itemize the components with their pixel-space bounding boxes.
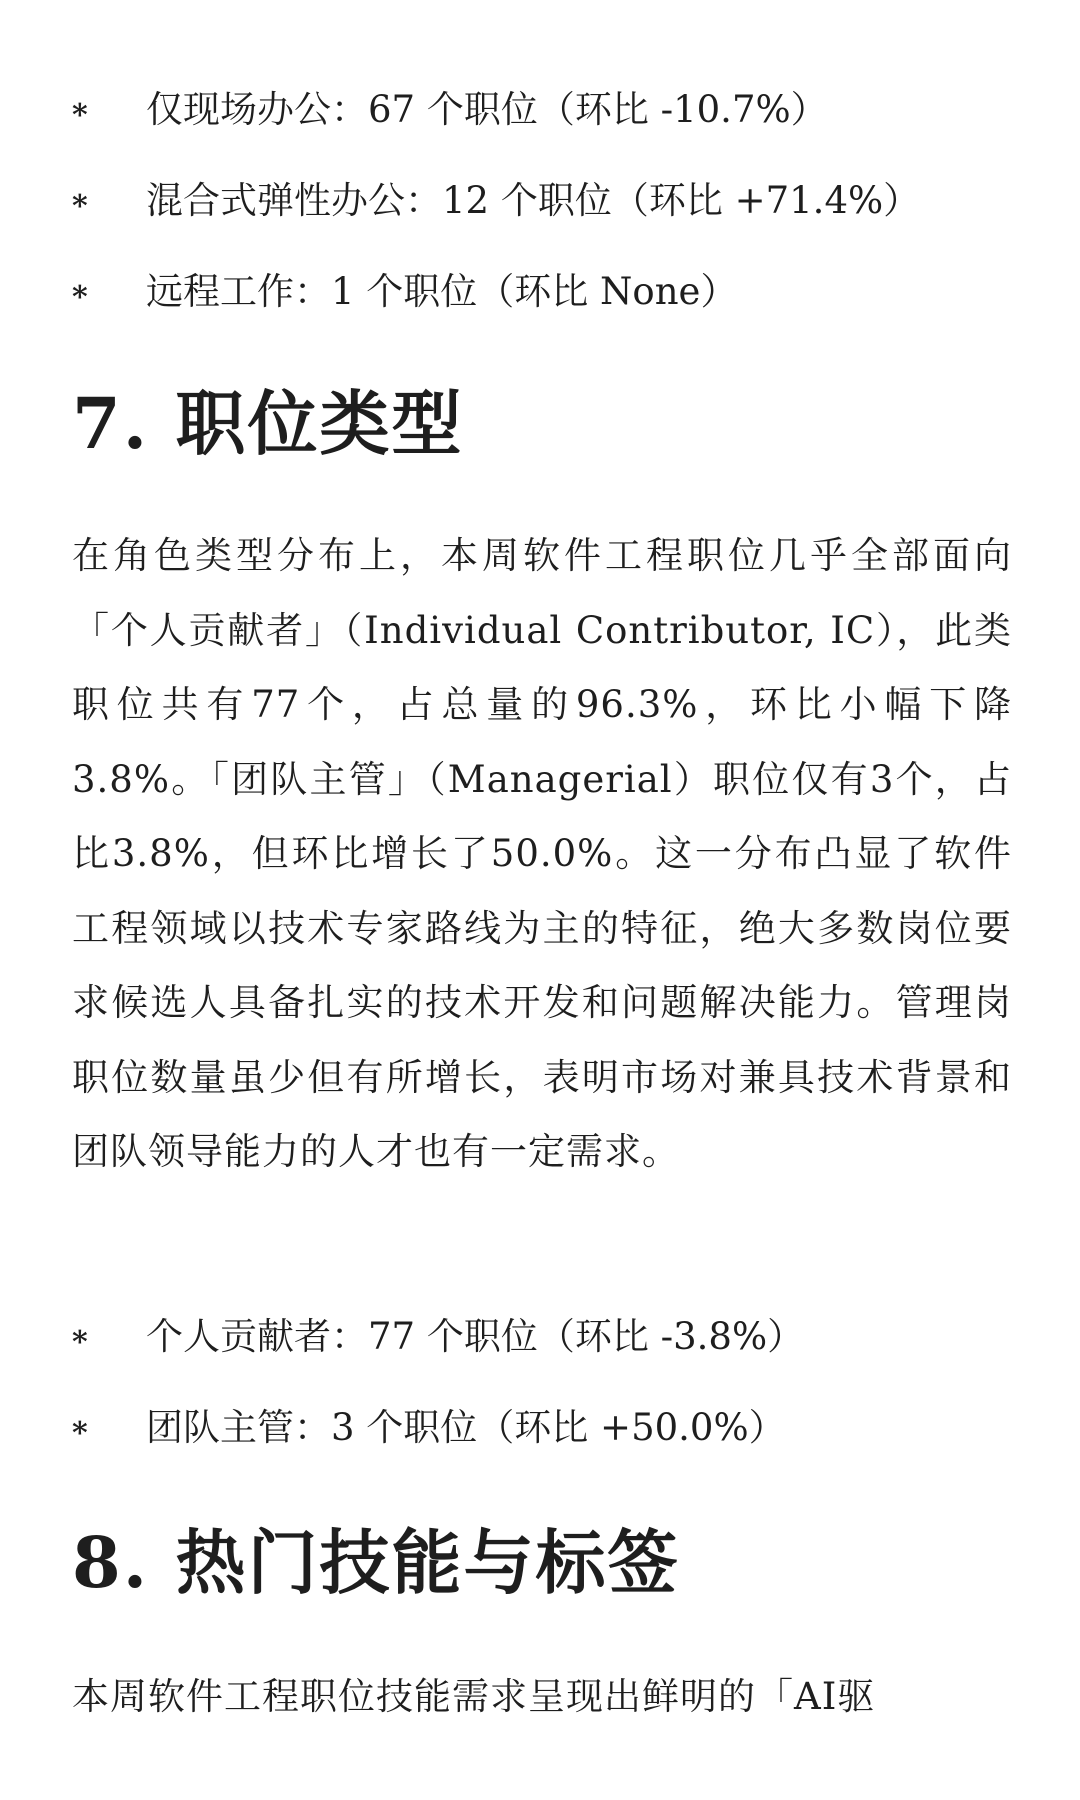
list-item-text: 团队主管：3 个职位（环比 +50.0%） — [146, 1406, 786, 1449]
bullet-icon: * — [72, 1416, 88, 1451]
list-item — [72, 1404, 1012, 1452]
list-item — [72, 268, 1012, 316]
role-type-list — [72, 1313, 1012, 1452]
bullet-icon: * — [72, 98, 88, 133]
section-paragraph: 在角色类型分布上，本周软件工程职位几乎全部面向「个人贡献者」（Individual Contributor, IC），此类职位共有77个，占总量的96.3%，环比小幅下降3.8%。「团队主管」（Managerial）职位仅有3个，占比3.8%，但环比增长了50.0%。这一分布凸显了软件工程领域以技术专家路线为主的特征，绝大多数岗位要求候选人具备扎实的技术开发和问题解决能力。管理岗职位数量虽少但有所增长，表明市场对兼具技术背景和团队领导能力的人才也有一定需求。 — [72, 534, 1012, 1173]
bullet-icon: * — [72, 1325, 88, 1360]
bullet-icon: * — [72, 189, 88, 224]
list-item-text: 个人贡献者：77 个职位（环比 -3.8%） — [146, 1315, 805, 1358]
list-item — [72, 86, 1012, 134]
section-paragraph: 本周软件工程职位技能需求呈现出鲜明的「AI驱 — [72, 1675, 876, 1718]
list-item-text: 远程工作：1 个职位（环比 None） — [146, 270, 738, 313]
list-item-text: 混合式弹性办公：12 个职位（环比 +71.4%） — [146, 179, 921, 222]
list-item — [72, 177, 1012, 225]
section-heading: 7. 职位类型 — [72, 382, 464, 465]
bullet-icon: * — [72, 280, 88, 315]
section-heading: 8. 热门技能与标签 — [72, 1521, 680, 1604]
work-mode-list — [72, 86, 1012, 316]
list-item-text: 仅现场办公：67 个职位（环比 -10.7%） — [146, 88, 828, 131]
list-item — [72, 1313, 1012, 1361]
